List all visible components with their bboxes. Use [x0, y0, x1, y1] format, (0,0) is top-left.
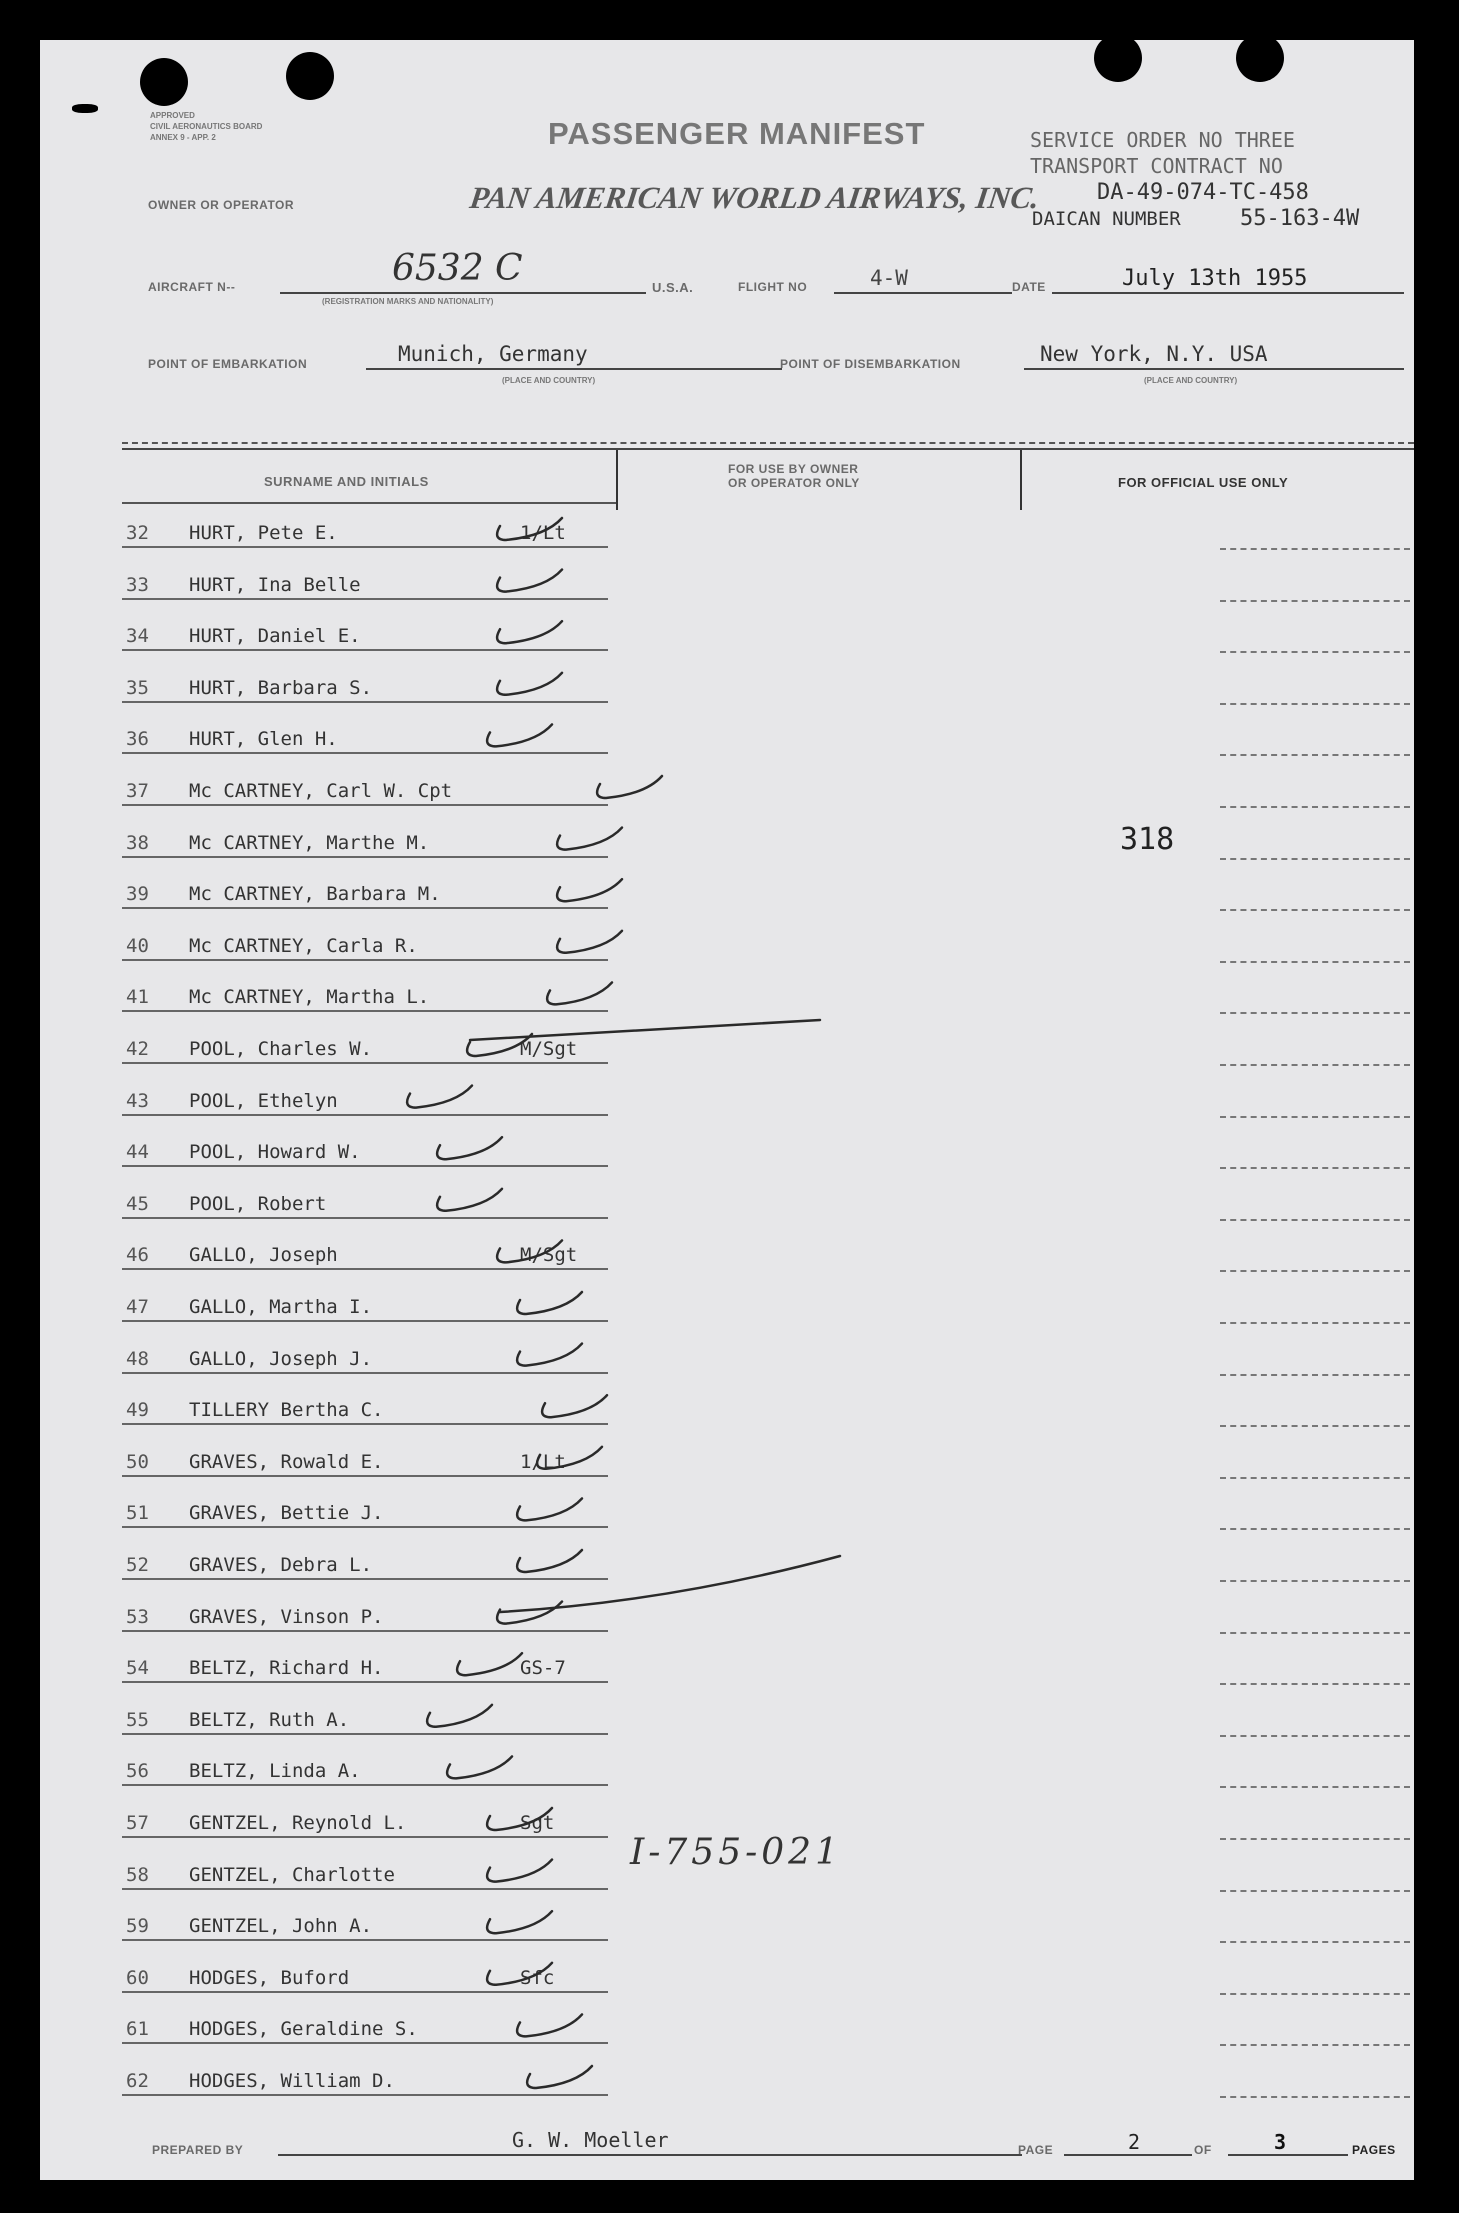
passenger-name: GRAVES, Rowald E.	[189, 1450, 384, 1473]
row-number: 51	[126, 1502, 149, 1525]
total-pages: 3	[1274, 2130, 1287, 2154]
checkmark	[517, 2014, 582, 2036]
row-number: 45	[126, 1192, 149, 1215]
checkmark	[537, 1447, 602, 1469]
transport-contract: TRANSPORT CONTRACT NO	[1030, 154, 1283, 178]
checkmark	[527, 2066, 592, 2088]
owner-column-header: OR OPERATOR ONLY	[728, 476, 860, 490]
passenger-name: Mc CARTNEY, Marthe M.	[189, 831, 430, 854]
row-number: 48	[126, 1347, 149, 1370]
checkmark	[557, 879, 622, 901]
passenger-name: TILLERY Bertha C.	[189, 1399, 384, 1422]
checkmark	[487, 724, 552, 746]
passenger-name: Mc CARTNEY, Barbara M.	[189, 883, 441, 906]
row-number: 54	[126, 1657, 149, 1680]
checkmark	[517, 1498, 582, 1520]
passenger-name: HURT, Barbara S.	[189, 676, 373, 699]
passenger-name: POOL, Robert	[189, 1192, 327, 1215]
checkmark	[497, 570, 562, 592]
passenger-rank: 1/Lt	[520, 1450, 566, 1473]
pages-label: PAGES	[1352, 2143, 1396, 2157]
prepared-underline	[278, 2154, 1022, 2156]
embarkation-caption: (PLACE AND COUNTRY)	[502, 376, 596, 385]
official-note: 318	[1120, 822, 1175, 857]
row-number: 53	[126, 1605, 149, 1628]
passenger-name: GENTZEL, John A.	[189, 1915, 373, 1938]
row-number: 38	[126, 831, 149, 854]
passenger-name: GENTZEL, Charlotte	[189, 1863, 395, 1886]
passenger-name: HURT, Ina Belle	[189, 573, 361, 596]
of-label: OF	[1194, 2143, 1212, 2157]
checkmark	[487, 1860, 552, 1882]
row-number: 57	[126, 1812, 149, 1834]
passenger-name: GALLO, Martha I.	[189, 1296, 373, 1318]
row-number: 41	[126, 986, 149, 1009]
passenger-rank: Sfc	[520, 1966, 555, 1989]
passenger-name: BELTZ, Ruth A.	[189, 1708, 350, 1731]
row-number: 39	[126, 883, 149, 906]
checkmark	[457, 1653, 522, 1675]
row-number: 44	[126, 1141, 149, 1164]
checkmark	[407, 1086, 472, 1108]
checkmark	[547, 982, 612, 1004]
passenger-name: HURT, Daniel E.	[189, 625, 361, 648]
passenger-name: POOL, Charles W.	[189, 1038, 373, 1060]
row-number: 33	[126, 573, 149, 596]
registration-caption: (REGISTRATION MARKS AND NATIONALITY)	[322, 297, 494, 306]
passenger-name: GRAVES, Debra L.	[189, 1554, 373, 1576]
row-number: 35	[126, 676, 149, 699]
checkmark	[497, 1240, 562, 1262]
row-number: 37	[126, 780, 149, 802]
checkmark	[557, 828, 622, 850]
row-number: 36	[126, 728, 149, 751]
checkmark	[487, 1808, 552, 1830]
checkmark	[497, 518, 562, 540]
row-number: 59	[126, 1915, 149, 1938]
checkmark	[497, 673, 562, 695]
passenger-name: Mc CARTNEY, Martha L.	[189, 986, 430, 1009]
checkmark	[517, 1550, 582, 1572]
aircraft-number: 6532 C	[392, 248, 523, 289]
flight-label: FLIGHT NO	[738, 280, 808, 294]
passenger-name: HURT, Pete E.	[189, 522, 338, 544]
row-number: 62	[126, 2070, 149, 2092]
service-order: SERVICE ORDER NO THREE	[1030, 128, 1295, 152]
embarkation-label: POINT OF EMBARKATION	[148, 357, 308, 371]
disembarkation-label: POINT OF DISEMBARKATION	[780, 357, 961, 371]
checkmark	[557, 931, 622, 953]
handwritten-note: I-755-021	[630, 1832, 842, 1873]
row-number: 49	[126, 1399, 149, 1422]
row-number: 50	[126, 1450, 149, 1473]
flight-date: July 13th 1955	[1122, 266, 1308, 291]
flight-number: 4-W	[870, 266, 908, 290]
contract-number: DA-49-074-TC-458	[1097, 180, 1309, 205]
checkmark	[597, 776, 662, 798]
passenger-name: Mc CARTNEY, Carla R.	[189, 934, 418, 957]
row-number: 40	[126, 934, 149, 957]
disembarkation-place: New York, N.Y. USA	[1040, 342, 1268, 366]
row-number: 32	[126, 522, 149, 544]
checkmark	[517, 1344, 582, 1366]
checkmark	[542, 1395, 607, 1417]
passenger-name: HODGES, William D.	[189, 2070, 395, 2092]
country-label: U.S.A.	[652, 280, 694, 295]
checkmark	[437, 1137, 502, 1159]
daican-number: 55-163-4W	[1240, 206, 1360, 231]
strike-stroke	[470, 1020, 820, 1040]
aircraft-label: AIRCRAFT N--	[148, 280, 236, 294]
row-number: 61	[126, 2018, 149, 2041]
daican-label: DAICAN NUMBER	[1032, 208, 1181, 230]
passenger-name: BELTZ, Richard H.	[189, 1657, 384, 1680]
prepared-label: PREPARED BY	[152, 2143, 244, 2157]
passenger-name: HURT, Glen H.	[189, 728, 338, 751]
checkmark	[487, 1911, 552, 1933]
passenger-name: HODGES, Buford	[189, 1966, 350, 1989]
owner-label: OWNER OR OPERATOR	[148, 198, 295, 212]
row-number: 43	[126, 1089, 149, 1112]
passenger-name: Mc CARTNEY, Carl W. Cpt	[189, 780, 453, 802]
surname-column-header: SURNAME AND INITIALS	[264, 474, 429, 489]
operator-name: PAN AMERICAN WORLD AIRWAYS, INC.	[467, 180, 1042, 215]
date-label: DATE	[1012, 280, 1046, 294]
checkmark	[497, 621, 562, 643]
approval-stamp-line: CIVIL AERONAUTICS BOARD	[150, 122, 263, 131]
total-underline	[1228, 2154, 1348, 2156]
disembarkation-caption: (PLACE AND COUNTRY)	[1144, 376, 1238, 385]
row-number: 60	[126, 1966, 149, 1989]
row-number: 42	[126, 1038, 149, 1060]
checkmark	[487, 1963, 552, 1985]
passenger-name: GALLO, Joseph	[189, 1244, 338, 1267]
page-label: PAGE	[1018, 2143, 1054, 2157]
passenger-name: GRAVES, Vinson P.	[189, 1605, 384, 1628]
passenger-rank: Sgt	[520, 1812, 555, 1834]
passenger-rank: 1/Lt	[520, 522, 566, 544]
strike-stroke	[500, 1556, 840, 1612]
passenger-name: POOL, Howard W.	[189, 1141, 361, 1164]
page-underline	[1064, 2154, 1192, 2156]
passenger-name: GENTZEL, Reynold L.	[189, 1812, 407, 1834]
row-number: 47	[126, 1296, 149, 1318]
passenger-name: HODGES, Geraldine S.	[189, 2018, 418, 2041]
prepared-by: G. W. Moeller	[512, 2128, 669, 2152]
passenger-name: GALLO, Joseph J.	[189, 1347, 373, 1370]
approval-stamp-line: ANNEX 9 - APP. 2	[150, 133, 216, 142]
passenger-rank: M/Sgt	[520, 1038, 578, 1060]
approval-stamp-line: APPROVED	[150, 111, 195, 120]
passenger-name: POOL, Ethelyn	[189, 1089, 338, 1112]
row-number: 46	[126, 1244, 149, 1267]
checkmark	[447, 1756, 512, 1778]
page-title: PASSENGER MANIFEST	[548, 116, 926, 151]
row-number: 52	[126, 1554, 149, 1576]
passenger-name: BELTZ, Linda A.	[189, 1760, 361, 1783]
passenger-rank: GS-7	[520, 1657, 566, 1680]
page-number: 2	[1128, 2130, 1141, 2154]
passenger-rank: M/Sgt	[520, 1244, 578, 1267]
checkmark	[437, 1189, 502, 1211]
checkmark	[517, 1292, 582, 1314]
official-column-header: FOR OFFICIAL USE ONLY	[1118, 475, 1289, 490]
row-number: 56	[126, 1760, 149, 1783]
checkmark	[427, 1705, 492, 1727]
row-number: 34	[126, 625, 149, 648]
passenger-name: GRAVES, Bettie J.	[189, 1502, 384, 1525]
owner-column-header: FOR USE BY OWNER	[728, 462, 859, 476]
row-number: 58	[126, 1863, 149, 1886]
embarkation-place: Munich, Germany	[398, 342, 588, 366]
row-number: 55	[126, 1708, 149, 1731]
